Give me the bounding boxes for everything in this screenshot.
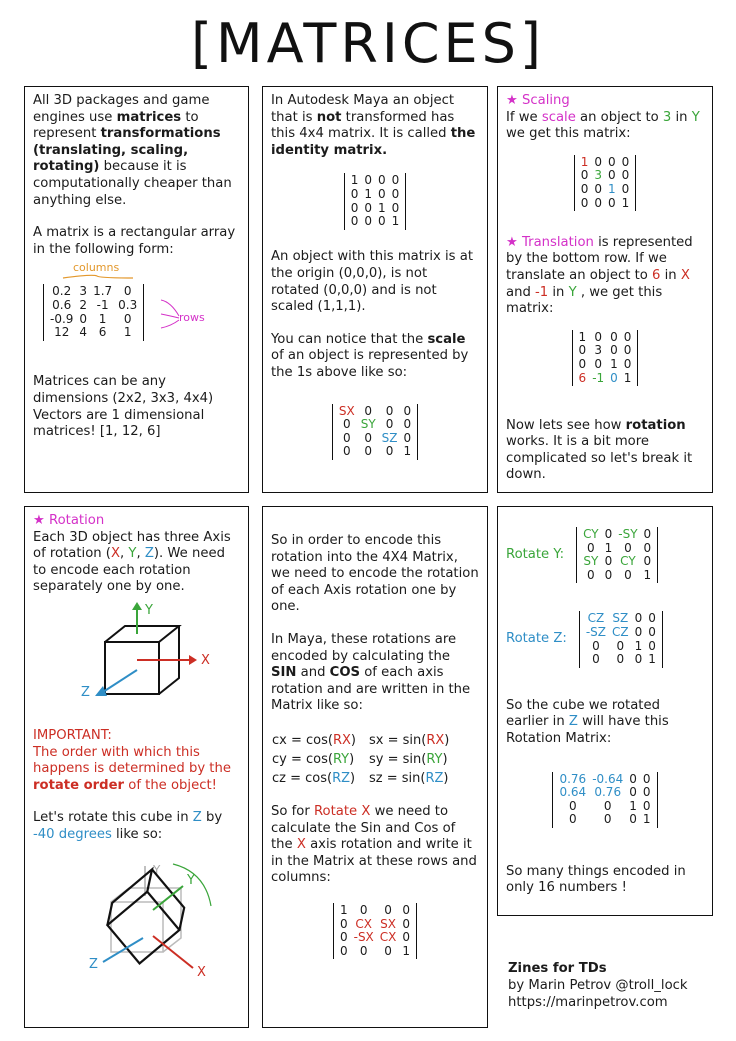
final-matrix-paragraph: So the cube we rotated earlier in Z will have this Rotation Matrix: <box>506 697 669 746</box>
matrix-cell: 1 <box>402 943 411 958</box>
scale-3-matrix <box>574 155 637 211</box>
matrix-cell: 0 <box>594 356 602 371</box>
matrix-row <box>337 931 413 945</box>
matrix-cell: 0 <box>629 771 637 786</box>
matrix-cell: 0 <box>391 186 400 201</box>
matrix-cell: 0 <box>339 916 348 931</box>
matrix-row <box>47 326 140 340</box>
encoding-panel <box>262 506 488 1028</box>
matrix-cell: 0 <box>342 444 351 459</box>
matrix-cell: 6 <box>98 325 107 340</box>
matrix-cell: 0 <box>587 540 595 555</box>
matrix-cell: 1.7 <box>93 284 113 299</box>
credit-url: https://marinpetrov.com <box>508 995 668 1010</box>
star-icon: ★ <box>506 234 518 250</box>
matrix-cell: 0 <box>580 181 589 196</box>
credit-series: Zines for TDs <box>508 961 607 976</box>
matrix-row <box>556 800 653 814</box>
matrix-cell: 0.6 <box>52 297 72 312</box>
rotation-axis-paragraph: Each 3D object has three Axis of rotation (X, Y, Z). We need to encode each rotation separately one by one. <box>33 529 231 595</box>
rotate-y-matrix <box>576 527 658 583</box>
matrix-cell: 0 <box>342 417 351 432</box>
matrix-row <box>578 197 633 211</box>
matrix-cell: 0 <box>364 173 372 188</box>
matrix-cell: 0 <box>123 311 132 326</box>
example-matrix <box>43 284 144 340</box>
matrix-cell: 0 <box>342 430 351 445</box>
matrix-cell: 1 <box>621 195 630 210</box>
matrix-cell: 0 <box>648 624 656 639</box>
rotate-x-paragraph: So for Rotate X we need to calculate the Sin and Cos of the X axis rotation and write it in the Matrix at these rows and columns: <box>271 803 477 886</box>
important-paragraph: The order with which this happens is determined by the rotate order of the object! <box>33 744 231 793</box>
matrix-cell: 0.76 <box>559 771 587 786</box>
matrix-cell: 1 <box>123 325 132 340</box>
matrix-cell: 0 <box>634 624 643 639</box>
matrix-cell: 0.64 <box>559 785 587 800</box>
matrix-cell: 0 <box>364 403 372 418</box>
matrix-cell: 3 <box>79 284 88 299</box>
matrix-row <box>336 432 414 446</box>
matrix-cell: 0 <box>648 611 656 626</box>
matrix-row <box>337 918 413 932</box>
matrix-cell: 0 <box>610 370 618 385</box>
matrix-cell: 0 <box>604 527 613 541</box>
matrix-cell: CX <box>355 916 372 931</box>
matrix-cell: 0 <box>642 771 651 786</box>
scaling-paragraph: If we scale an object to 3 in Y we get this matrix: <box>506 109 700 142</box>
svg-text:Y: Y <box>153 862 161 877</box>
matrix-row <box>556 813 653 827</box>
matrix-cell: 0 <box>580 168 589 183</box>
intro-paragraph: All 3D packages and game engines use matrices to represent transformations (translating, scaling, rotating) because it is computationally cheaper than anything else. <box>33 93 232 208</box>
z-axis-label: Z <box>81 684 90 700</box>
matrix-cell: 0 <box>643 554 652 569</box>
matrix-cell: 0 <box>592 652 600 667</box>
matrix-cell: -SX <box>353 930 374 945</box>
matrix-row <box>348 202 403 216</box>
matrix-cell: 1 <box>629 798 637 813</box>
matrix-cell: CZ <box>612 624 629 639</box>
rotate-y-label: Rotate Y: <box>506 546 565 562</box>
matrix-cell: 0 <box>608 195 616 210</box>
identity-panel <box>262 86 488 493</box>
matrix-row <box>337 904 413 918</box>
matrix-row <box>336 405 414 419</box>
closing-paragraph: So many things encoded in only 16 numbers ! <box>506 863 686 896</box>
matrix-cell: 1 <box>378 200 386 215</box>
matrix-row <box>348 174 403 188</box>
matrix-cell: 0 <box>384 902 392 917</box>
matrix-row <box>580 555 654 569</box>
matrix-cell: 0 <box>385 403 394 418</box>
matrix-cell: 0 <box>79 311 88 326</box>
matrix-cell: 0 <box>610 343 618 358</box>
matrix-cell: 0 <box>621 154 630 169</box>
matrix-row <box>47 299 140 313</box>
scaling-heading: ★ Scaling <box>506 93 570 108</box>
matrix-cell: 0 <box>642 785 651 800</box>
matrix-cell: 0 <box>402 902 411 917</box>
matrix-row <box>583 626 659 640</box>
matrix-cell: 1 <box>339 902 348 917</box>
matrix-cell: 0 <box>621 168 630 183</box>
translation-paragraph: ★ Translation is represented by the bottom row. If we translate an object to 6 in X and -1 in Y , we get this matrix: <box>506 234 693 317</box>
rotate-z-paragraph: Let's rotate this cube in Z by -40 degrees like so: <box>33 810 223 842</box>
matrix-cell: 0 <box>634 611 643 626</box>
star-icon: ★ <box>506 93 518 108</box>
rotation-heading: ★ Rotation <box>33 513 105 528</box>
matrix-cell: 1 <box>578 329 587 344</box>
matrix-cell: 0 <box>378 173 386 188</box>
matrix-cell: SX <box>338 403 355 418</box>
svg-text:Z: Z <box>89 956 98 972</box>
matrix-cell: 0 <box>385 417 394 432</box>
matrix-cell: 0 <box>359 902 368 917</box>
matrix-cell: -1 <box>592 370 605 385</box>
example-matrix-area <box>33 260 240 350</box>
matrix-cell: 0 <box>378 186 386 201</box>
rows-label: rows <box>179 311 205 325</box>
matrix-cell: 0 <box>385 444 394 459</box>
matrix-row <box>348 188 403 202</box>
cube-axis-diagram <box>33 600 238 710</box>
matrix-cell: 0 <box>610 329 618 344</box>
matrix-cell: 1 <box>604 540 613 555</box>
intro-panel <box>24 86 249 493</box>
matrix-cell: 0 <box>339 930 348 945</box>
matrix-cell: 0 <box>629 812 637 827</box>
matrix-cell: 0 <box>364 200 372 215</box>
matrix-row <box>583 653 659 667</box>
svg-text:Y: Y <box>187 872 195 888</box>
matrix-row <box>336 418 414 432</box>
matrix-cell: 0.76 <box>594 785 622 800</box>
matrix-row <box>580 528 654 542</box>
matrix-row <box>576 358 635 372</box>
identity-paragraph: In Autodesk Maya an object that is not transformed has this 4x4 matrix. It is called the identity matrix. <box>271 93 476 158</box>
matrix-cell: 0 <box>359 943 368 958</box>
matrix-cell: 1 <box>634 638 643 653</box>
rotation-intro: Now lets see how rotation works. It is a bit more complicated so let's break it down. <box>506 417 693 483</box>
scaling-translation-panel <box>497 86 713 493</box>
matrix-row <box>337 945 413 959</box>
matrix-cell: 0 <box>603 798 612 813</box>
matrix-cell: 1 <box>391 214 400 229</box>
scale-paragraph: You can notice that the scale of an object is represented by the 1s above like so: <box>271 331 469 380</box>
matrix-cell: 1 <box>642 812 651 827</box>
matrix-cell: 0 <box>594 329 602 344</box>
matrix-cell: 0 <box>594 181 602 196</box>
matrix-cell: -SZ <box>585 624 607 639</box>
matrix-cell: -1 <box>96 297 109 312</box>
rotation-matrices-panel <box>497 506 713 916</box>
matrix-cell: 1 <box>610 356 618 371</box>
matrix-row <box>583 612 659 626</box>
matrix-row <box>576 331 635 345</box>
sin-cos-formulas: cx = cos(RX) sx = sin(RX) cy = cos(RY) sy = sin(RY) cz = cos(RZ) sz = sin(RZ) <box>272 732 450 786</box>
credit-author: by Marin Petrov @troll_lock <box>508 978 688 993</box>
matrix-cell: 0 <box>621 181 630 196</box>
matrix-cell: 0 <box>123 284 132 299</box>
matrix-cell: 0 <box>391 173 400 188</box>
matrix-row <box>556 786 653 800</box>
dimensions-paragraph: Matrices can be any dimensions (2x2, 3x3, 4x4) Vectors are 1 dimensional matrices! [1, 12, 6] <box>33 374 214 440</box>
rotation-panel <box>24 506 249 1028</box>
matrix-cell: 0 <box>587 567 595 582</box>
matrix-cell: SY <box>360 417 376 432</box>
rotate-z-label: Rotate Z: <box>506 631 567 647</box>
matrix-cell: 0 <box>350 214 359 229</box>
matrix-row <box>348 215 403 229</box>
matrix-cell: 1 <box>623 370 632 385</box>
matrix-cell: 4 <box>79 325 88 340</box>
matrix-cell: 3 <box>594 343 602 358</box>
matrix-cell: 12 <box>54 325 70 340</box>
matrix-cell: 0 <box>623 343 632 358</box>
matrix-row <box>578 156 633 170</box>
matrix-cell: 0 <box>350 186 359 201</box>
matrix-cell: 2 <box>79 297 88 312</box>
matrix-cell: 0 <box>569 812 577 827</box>
page-title: [MATRICES] <box>190 12 545 75</box>
matrix-cell: 0 <box>604 554 613 569</box>
matrix-row <box>556 773 653 787</box>
matrix-row <box>336 445 414 459</box>
matrix-cell: 1 <box>98 311 107 326</box>
matrix-cell: 0 <box>402 916 411 931</box>
credit-block <box>508 960 688 1011</box>
matrix-cell: 6 <box>578 370 587 385</box>
important-label: IMPORTANT: <box>33 727 112 743</box>
matrix-row <box>576 372 635 386</box>
matrix-row <box>578 169 633 183</box>
matrix-cell: 0 <box>402 930 411 945</box>
matrix-cell: 0 <box>403 430 412 445</box>
matrix-cell: 0 <box>616 638 625 653</box>
matrix-cell: -SY <box>618 527 638 541</box>
matrix-cell: 0 <box>391 200 400 215</box>
matrix-cell: 0 <box>604 567 613 582</box>
matrix-cell: 3 <box>594 168 602 183</box>
scale-matrix <box>332 404 418 460</box>
matrix-cell: 0 <box>648 638 656 653</box>
rotate-z-matrix <box>579 611 663 667</box>
matrix-row <box>576 344 635 358</box>
matrix-cell: 0.3 <box>118 297 138 312</box>
matrix-cell: CX <box>379 930 397 945</box>
matrix-cell: 0 <box>608 154 616 169</box>
encoding-paragraph: So in order to encode this rotation into the 4X4 Matrix, we need to encode the rotation of each Axis rotation one by one. <box>271 533 479 615</box>
matrix-row <box>580 542 654 556</box>
svg-text:X: X <box>197 964 206 980</box>
matrix-cell: SX <box>380 916 396 931</box>
matrix-cell: 1 <box>608 181 616 196</box>
matrix-cell: 0 <box>594 195 602 210</box>
star-icon: ★ <box>33 513 45 528</box>
matrix-cell: 0 <box>643 527 652 541</box>
matrix-cell: 0 <box>643 540 652 555</box>
matrix-cell: 0 <box>403 403 412 418</box>
matrix-cell: 0 <box>403 417 412 432</box>
matrix-cell: 1 <box>648 652 656 667</box>
columns-label: columns <box>73 261 120 275</box>
matrix-cell: SZ <box>381 430 398 445</box>
matrix-cell: 0 <box>339 943 348 958</box>
rotate-x-matrix <box>333 903 417 959</box>
matrix-cell: CY <box>620 554 636 569</box>
matrix-cell: 0 <box>608 168 616 183</box>
matrix-cell: 0 <box>592 638 600 653</box>
matrix-row <box>47 313 140 327</box>
matrix-cell: 1 <box>403 444 412 459</box>
matrix-cell: 1 <box>643 567 652 582</box>
matrix-cell: 0 <box>378 214 386 229</box>
matrix-cell: CZ <box>587 611 605 626</box>
matrix-cell: SZ <box>612 611 629 626</box>
matrix-cell: 0 <box>624 567 632 582</box>
final-rotation-matrix <box>552 772 657 828</box>
matrix-row <box>580 569 654 583</box>
matrix-cell: CY <box>583 527 599 541</box>
matrix-cell: 1 <box>580 154 589 169</box>
matrix-row <box>47 285 140 299</box>
matrix-cell: 0 <box>629 785 637 800</box>
matrix-cell: 0 <box>569 798 577 813</box>
matrix-cell: -0.9 <box>50 311 74 326</box>
origin-paragraph: An object with this matrix is at the origin (0,0,0), is not rotated (0,0,0) and is not scaled (1,1,1). <box>271 249 473 315</box>
x-axis-label: X <box>201 652 210 668</box>
rotated-cube-diagram <box>33 850 238 990</box>
identity-matrix <box>344 173 407 229</box>
matrix-cell: 0 <box>364 214 372 229</box>
matrix-cell: 0 <box>624 540 632 555</box>
matrix-cell: 0 <box>623 356 632 371</box>
matrix-cell: 0 <box>616 652 625 667</box>
matrix-row <box>583 640 659 654</box>
sin-cos-paragraph: In Maya, these rotations are encoded by calculating the SIN and COS of each axis rotation and are written in the Matrix like so: <box>271 631 471 714</box>
matrix-cell: 0 <box>623 329 632 344</box>
matrix-cell: 0 <box>578 356 587 371</box>
matrix-cell: -0.64 <box>592 771 624 786</box>
matrix-cell: 0 <box>364 444 372 459</box>
matrix-cell: 0 <box>594 154 602 169</box>
matrix-cell: 0 <box>350 200 359 215</box>
matrix-cell: 0 <box>642 798 651 813</box>
matrix-cell: 0 <box>603 812 612 827</box>
matrix-cell: 0.2 <box>52 284 72 299</box>
matrix-cell: 1 <box>350 173 359 188</box>
matrix-definition: A matrix is a rectangular array in the following form: <box>33 225 236 257</box>
matrix-row <box>578 183 633 197</box>
matrix-cell: 0 <box>580 195 589 210</box>
matrix-cell: 0 <box>364 430 372 445</box>
matrix-cell: 0 <box>578 343 587 358</box>
matrix-cell: SY <box>583 554 599 569</box>
matrix-cell: 0 <box>634 652 643 667</box>
y-axis-label: Y <box>145 602 153 618</box>
matrix-cell: 1 <box>364 186 372 201</box>
translate-matrix <box>572 330 639 386</box>
matrix-cell: 0 <box>384 943 392 958</box>
